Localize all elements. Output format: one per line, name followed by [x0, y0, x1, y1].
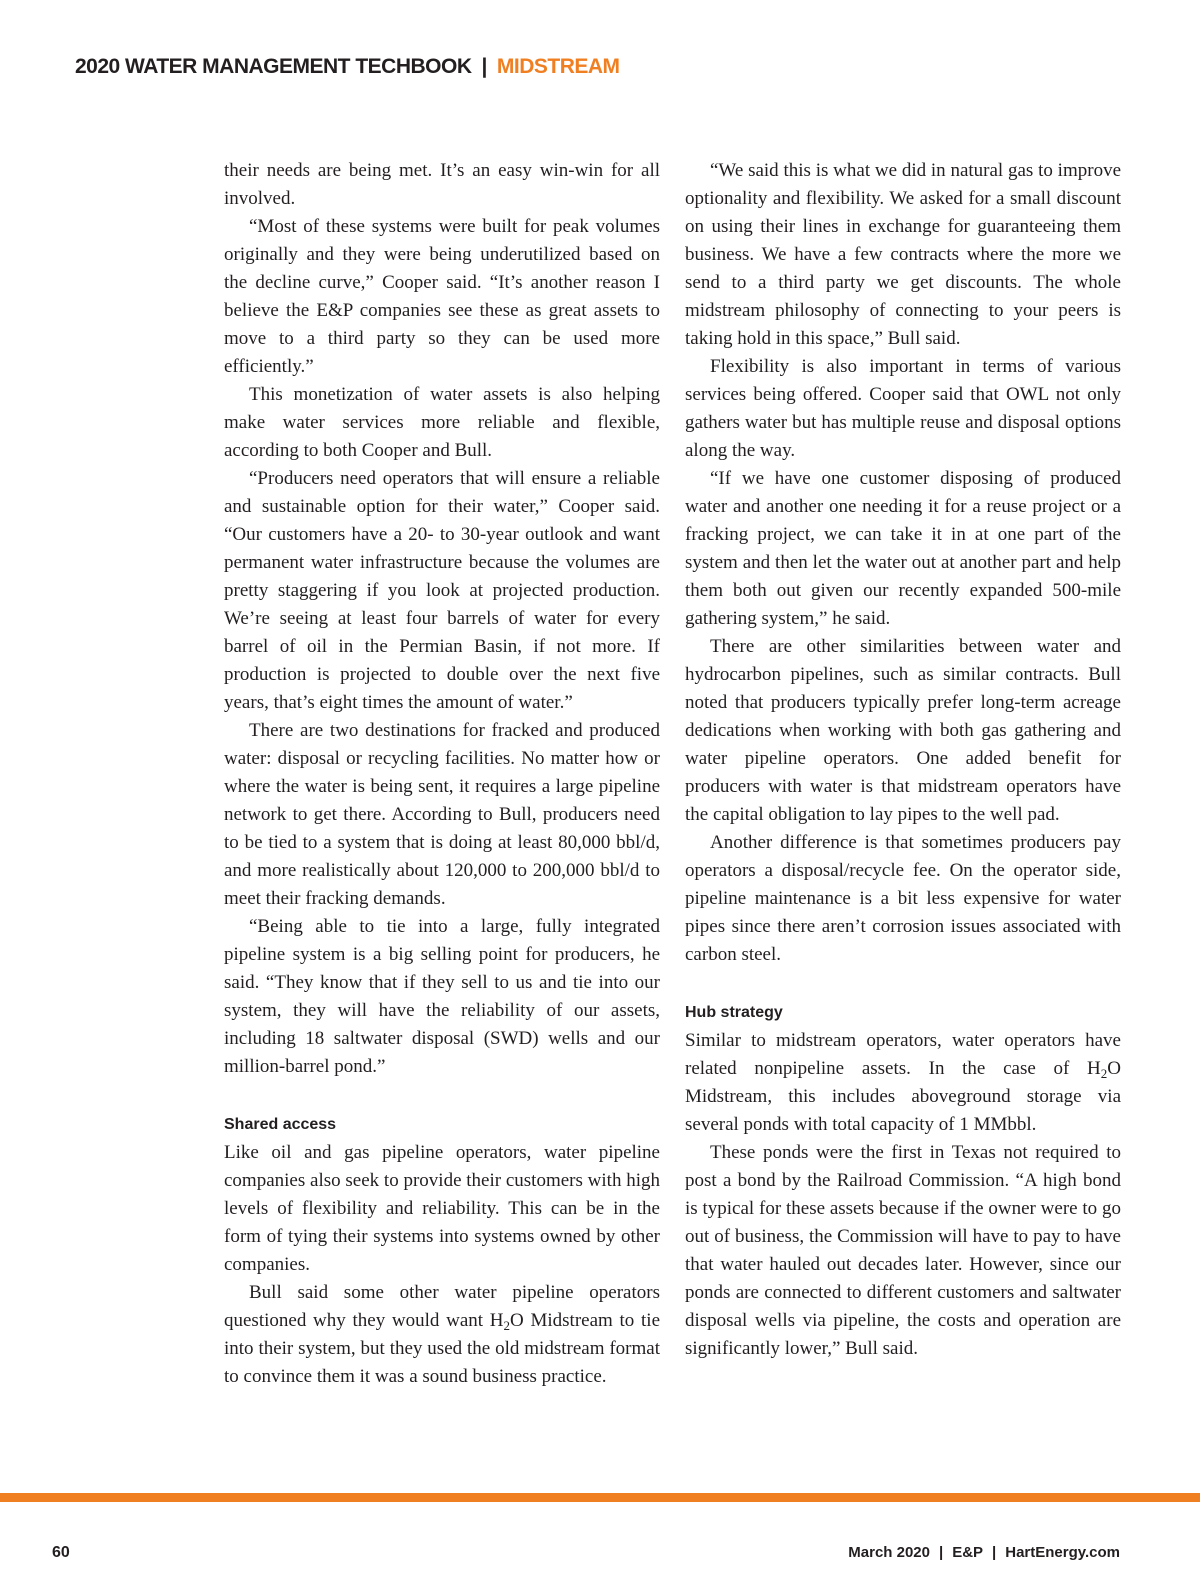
paragraph [224, 1279, 660, 1391]
paragraph: “Being able to tie into a large, fully integrated pipeline system is a big selling point for producers, he said. “They know that if they sell to us and tie into our system, they will have the reliability of our assets, including 18 saltwater disposal (SWD) wells and our million-barrel pond.” [224, 916, 660, 1077]
footer-website: HartEnergy.com [1005, 1544, 1120, 1561]
paragraph: “Most of these systems were built for peak volumes originally and they were being underutilized based on the decline curve,” Cooper said. “It’s another reason I believe the E&P companies see these as great assets to move to a third party so they can be used more efficiently.” [224, 216, 660, 377]
header-separator: | [481, 55, 487, 78]
footer-publication: E&P [952, 1544, 984, 1561]
paragraph: Like oil and gas pipeline operators, water pipeline companies also seek to provide their customers with high levels of flexibility and reliability. This can be in the form of tying their systems into systems owned by other companies. [224, 1142, 660, 1275]
section-heading-hub-strategy: Hub strategy [685, 1004, 783, 1021]
paragraph: These ponds were the first in Texas not required to post a bond by the Railroad Commission. “A high bond is typical for these assets because if the owner were to go out of business, the Commission will have to pay to have that water hauled out decades later. However, since our ponds are connected to different customers and saltwater disposal wells via pipeline, the costs and operation are significantly lower,” Bull said. [685, 1142, 1121, 1359]
footer-separator: | [992, 1544, 997, 1561]
paragraph: “If we have one customer disposing of produced water and another one needing it for a reuse project or a fracking project, we can take it in at one part of the system and then let the water out at another part and help them both out given our recently expanded 500-mile gathering system,” he said. [685, 468, 1121, 629]
paragraph-text: O Midstream, this includes aboveground storage via several ponds with total capacity of 1 MMbbl. [685, 1058, 1121, 1135]
header-title: 2020 WATER MANAGEMENT TECHBOOK [75, 55, 472, 78]
right-column [685, 157, 1121, 1363]
footer-credit [848, 1544, 1120, 1561]
paragraph: their needs are being met. It’s an easy win-win for all involved. [224, 160, 660, 209]
footer-date: March 2020 [848, 1544, 930, 1561]
paragraph-text: O Midstream to tie into their system, but they used the old midstream format to convince them it was a sound business practice. [224, 1310, 661, 1387]
paragraph: Another difference is that sometimes producers pay operators a disposal/recycle fee. On the operator side, pipeline maintenance is a bit less expensive for water pipes since there aren’t corrosion issues associated with carbon steel. [685, 832, 1121, 965]
paragraph-text: Bull said some other water pipeline operators questioned why they would want H [224, 1282, 660, 1331]
left-column [224, 157, 660, 1391]
subscript: 2 [503, 1318, 511, 1333]
footer-rule [0, 1493, 1200, 1502]
header-section: MIDSTREAM [496, 55, 620, 78]
paragraph: This monetization of water assets is also helping make water services more reliable and flexible, according to both Cooper and Bull. [224, 384, 660, 461]
paragraph: “Producers need operators that will ensure a reliable and sustainable option for their water,” Cooper said. “Our customers have a 20- to 30-year outlook and want permanent water infrastructure because the volumes are pretty staggering if you look at projected production. We’re seeing at least four barrels of water for every barrel of oil in the Permian Basin, if not more. If production is projected to double over the next five years, that’s eight times the amount of water.” [224, 468, 660, 713]
subscript: 2 [1100, 1066, 1108, 1081]
paragraph: There are two destinations for fracked and produced water: disposal or recycling facilities. No matter how or where the water is being sent, it requires a large pipeline network to get there. According to Bull, producers need to be tied to a system that is doing at least 80,000 bbl/d, and more realistically about 120,000 to 200,000 bbl/d to meet their fracking demands. [224, 720, 660, 909]
paragraph: “We said this is what we did in natural gas to improve optionality and flexibility. We asked for a small discount on using their lines in exchange for guaranteeing them business. We have a few contracts where the more we send to a third party we get discounts. The whole midstream philosophy of connecting to your peers is taking hold in this space,” Bull said. [685, 160, 1121, 349]
running-header [75, 55, 620, 79]
section-heading-shared-access: Shared access [224, 1116, 337, 1133]
paragraph [685, 1027, 1121, 1139]
footer-separator: | [938, 1544, 944, 1561]
paragraph: There are other similarities between water and hydrocarbon pipelines, such as similar contracts. Bull noted that producers typically prefer long-term acreage dedications when working with both gas gathering and water pipeline operators. One added benefit for producers with water is that midstream operators have the capital obligation to lay pipes to the well pad. [685, 636, 1121, 825]
paragraph-text: Similar to midstream operators, water operators have related nonpipeline assets. In the case of H [685, 1030, 1121, 1079]
page-number: 60 [52, 1544, 70, 1561]
paragraph: Flexibility is also important in terms of various services being offered. Cooper said that OWL not only gathers water but has multiple reuse and disposal options along the way. [685, 356, 1121, 461]
